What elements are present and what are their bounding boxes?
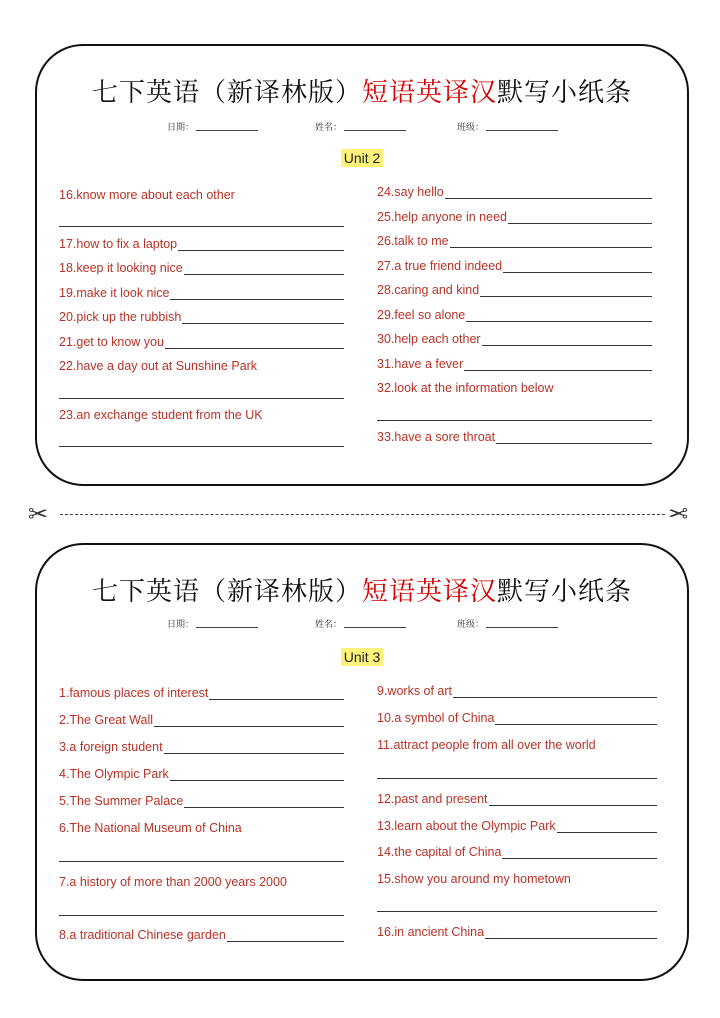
answer-line[interactable] — [495, 712, 657, 725]
answer-line[interactable] — [445, 186, 652, 199]
title-black-part: 七下英语（新译林版） — [91, 577, 362, 607]
unit-label: Unit 3 — [341, 648, 384, 666]
answer-line[interactable] — [377, 420, 652, 421]
phrase-item — [59, 928, 344, 942]
phrase-text: 18.keep it looking nice — [59, 261, 183, 275]
phrase-item — [377, 234, 652, 248]
answer-line[interactable] — [502, 846, 657, 859]
title-black-part: 七下英语（新译林版） — [91, 78, 362, 108]
answer-line[interactable] — [453, 685, 657, 698]
phrase-item — [377, 259, 652, 273]
answer-line[interactable] — [59, 398, 344, 399]
answer-line[interactable] — [377, 778, 657, 779]
date-label: 日期： — [167, 620, 195, 630]
phrase-text: 15.show you around my hometown — [377, 872, 571, 886]
unit-heading — [37, 150, 687, 166]
class-label: 班级： — [457, 620, 485, 630]
answer-line[interactable] — [508, 211, 652, 224]
scissors-icon: ✂ — [668, 500, 689, 528]
phrase-item — [59, 237, 344, 251]
phrase-item — [59, 794, 344, 808]
answer-line[interactable] — [485, 926, 657, 939]
phrase-item — [377, 357, 652, 371]
phrase-text: 29.feel so alone — [377, 308, 466, 322]
name-label: 姓名： — [315, 620, 343, 630]
answer-line[interactable] — [59, 915, 344, 916]
date-blank[interactable] — [196, 627, 258, 628]
phrase-item — [59, 408, 344, 422]
phrase-text: 23.an exchange student from the UK — [59, 408, 263, 422]
answer-line[interactable] — [480, 284, 652, 297]
cut-line — [60, 514, 665, 515]
title-black-part-2: 默写小纸条 — [497, 577, 633, 607]
class-field[interactable] — [457, 120, 558, 133]
phrase-text: 26.talk to me — [377, 234, 449, 248]
phrase-text: 4.The Olympic Park — [59, 767, 169, 781]
phrase-item — [59, 359, 344, 373]
phrase-item — [377, 210, 652, 224]
answer-line[interactable] — [466, 309, 652, 322]
answer-line[interactable] — [184, 262, 344, 275]
phrase-text: 17.how to fix a laptop — [59, 237, 178, 251]
date-field[interactable] — [167, 617, 258, 630]
name-label: 姓名： — [315, 123, 343, 133]
name-blank[interactable] — [344, 627, 406, 628]
name-blank[interactable] — [344, 130, 406, 131]
answer-line[interactable] — [209, 687, 344, 700]
answer-line[interactable] — [164, 741, 344, 754]
scissors-icon: ✂ — [28, 500, 49, 528]
answer-line[interactable] — [227, 929, 344, 942]
phrase-text: 8.a traditional Chinese garden — [59, 928, 226, 942]
date-blank[interactable] — [196, 130, 258, 131]
phrase-text: 10.a symbol of China — [377, 711, 495, 725]
name-field[interactable] — [315, 120, 406, 133]
card-title — [37, 571, 687, 608]
phrase-text: 20.pick up the rubbish — [59, 310, 182, 324]
answer-line[interactable] — [165, 336, 344, 349]
phrase-text: 24.say hello — [377, 185, 444, 199]
phrase-text: 9.works of art — [377, 684, 453, 698]
phrase-item — [59, 821, 344, 835]
phrase-text: 6.The National Museum of China — [59, 821, 242, 835]
class-blank[interactable] — [486, 627, 558, 628]
phrase-text: 32.look at the information below — [377, 381, 554, 395]
phrase-text: 16.in ancient China — [377, 925, 485, 939]
phrase-text: 31.have a fever — [377, 357, 464, 371]
phrase-text: 7.a history of more than 2000 years 2000 — [59, 875, 287, 889]
answer-line[interactable] — [59, 446, 344, 447]
phrase-text: 21.get to know you — [59, 335, 164, 349]
phrase-text: 5.The Summer Palace — [59, 794, 184, 808]
answer-line[interactable] — [377, 911, 657, 912]
answer-line[interactable] — [170, 768, 344, 781]
phrase-item — [59, 188, 344, 202]
answer-line[interactable] — [503, 260, 652, 273]
class-field[interactable] — [457, 617, 558, 630]
phrase-text: 25.help anyone in need — [377, 210, 507, 224]
phrase-item — [377, 308, 652, 322]
answer-line[interactable] — [59, 861, 344, 862]
phrase-text: 33.have a sore throat — [377, 430, 496, 444]
phrase-item — [377, 819, 657, 833]
answer-line[interactable] — [170, 287, 344, 300]
answer-line[interactable] — [482, 333, 652, 346]
answer-line[interactable] — [450, 235, 652, 248]
class-blank[interactable] — [486, 130, 558, 131]
phrase-item — [377, 283, 652, 297]
phrase-text: 30.help each other — [377, 332, 481, 346]
title-red-part: 短语英译汉 — [361, 78, 497, 108]
answer-line[interactable] — [557, 820, 657, 833]
phrase-item — [59, 713, 344, 727]
phrase-item — [377, 711, 657, 725]
title-black-part-2: 默写小纸条 — [497, 78, 633, 108]
dictation-card-unit3 — [35, 543, 689, 981]
phrase-item — [59, 686, 344, 700]
answer-line[interactable] — [489, 793, 658, 806]
answer-line[interactable] — [184, 795, 344, 808]
phrase-text: 19.make it look nice — [59, 286, 170, 300]
answer-line[interactable] — [182, 311, 344, 324]
phrase-text: 14.the capital of China — [377, 845, 502, 859]
phrase-item — [377, 684, 657, 698]
answer-line[interactable] — [464, 358, 652, 371]
unit-heading — [37, 649, 687, 665]
answer-line[interactable] — [496, 431, 652, 444]
answer-line[interactable] — [178, 238, 344, 251]
phrase-item — [377, 430, 652, 444]
card-title — [37, 72, 687, 109]
phrase-item — [377, 872, 657, 886]
phrase-item — [59, 286, 344, 300]
phrase-item — [377, 332, 652, 346]
phrase-item — [59, 335, 344, 349]
phrase-item — [59, 740, 344, 754]
phrase-text: 28.caring and kind — [377, 283, 480, 297]
phrase-item — [377, 381, 652, 395]
phrase-item — [377, 185, 652, 199]
name-field[interactable] — [315, 617, 406, 630]
answer-line[interactable] — [154, 714, 344, 727]
phrase-text: 12.past and present — [377, 792, 488, 806]
answer-line[interactable] — [59, 226, 344, 227]
phrase-text: 16.know more about each other — [59, 188, 235, 202]
phrase-item — [59, 875, 344, 889]
phrase-item — [59, 767, 344, 781]
date-field[interactable] — [167, 120, 258, 133]
phrase-item — [59, 310, 344, 324]
class-label: 班级： — [457, 123, 485, 133]
phrase-item — [377, 792, 657, 806]
unit-label: Unit 2 — [341, 149, 384, 167]
phrase-text: 1.famous places of interest — [59, 686, 209, 700]
phrase-item — [377, 925, 657, 939]
phrase-text: 11.attract people from all over the world — [377, 738, 596, 752]
title-red-part: 短语英译汉 — [361, 577, 497, 607]
phrase-text: 2.The Great Wall — [59, 713, 154, 727]
phrase-item — [377, 738, 657, 752]
phrase-text: 3.a foreign student — [59, 740, 163, 754]
phrase-text: 27.a true friend indeed — [377, 259, 503, 273]
phrase-text: 13.learn about the Olympic Park — [377, 819, 556, 833]
phrase-item — [377, 845, 657, 859]
date-label: 日期： — [167, 123, 195, 133]
phrase-text: 22.have a day out at Sunshine Park — [59, 359, 258, 373]
phrase-item — [59, 261, 344, 275]
dictation-card-unit2 — [35, 44, 689, 486]
